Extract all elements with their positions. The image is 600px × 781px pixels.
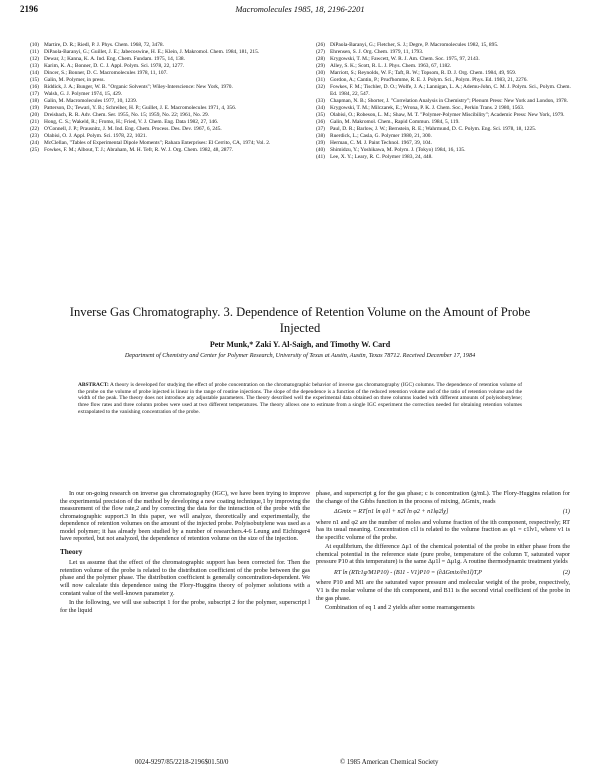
reference-number: (38) bbox=[316, 132, 325, 139]
reference-text: Walsh, G. J. Polymer 1974, 15, 429. bbox=[44, 91, 123, 97]
reference-number: (22) bbox=[30, 126, 39, 132]
reference-text: Ehrensen, S. J. Org. Chem. 1979, 11, 1793. bbox=[330, 49, 424, 55]
reference-number: (34) bbox=[316, 104, 325, 111]
reference-text: Olabisi, O. J. Appl. Polym. Sci. 1978, 22, 1021. bbox=[44, 133, 147, 139]
reference-number: (27) bbox=[316, 49, 325, 55]
equation-2-text: RT ln (RTc1g/M1P10) - (B11 - V1)P10 = (∂ΔGmix/∂n1l)T,P bbox=[334, 568, 482, 576]
reference-number: (19) bbox=[30, 105, 39, 111]
section-heading-theory: Theory bbox=[60, 547, 83, 556]
reference-item bbox=[30, 42, 285, 49]
reference-number: (17) bbox=[30, 91, 39, 97]
reference-number: (16) bbox=[30, 84, 39, 90]
reference-number: (40) bbox=[316, 146, 325, 153]
reference-item bbox=[30, 112, 285, 119]
reference-number: (36) bbox=[316, 118, 325, 125]
reference-text: Paul, D. R.; Barlow, J. W.; Bernstein, R. E.; Wahrmund, D. C. Polym. Eng. Sci. 1978, 18, 1225. bbox=[330, 125, 537, 132]
reference-item bbox=[316, 105, 571, 112]
reference-number: (20) bbox=[30, 112, 39, 118]
reference-number: (28) bbox=[316, 56, 325, 62]
reference-item bbox=[316, 84, 571, 97]
reference-text: Karim, K. A.; Bonner, D. C. J. Appl. Polym. Sci. 1978, 22, 1277. bbox=[44, 63, 185, 69]
reference-text: DiPaola-Baranyi, G.; Guillet, J. E.; Jabecoswine, H. E.; Klein, J. Makromol. Chem. 1984, 181, 215. bbox=[44, 49, 260, 55]
reference-item bbox=[316, 147, 571, 154]
reference-number: (10) bbox=[30, 42, 39, 48]
reference-text: McClellan, "Tables of Experimental Dipole Moments"; Rahara Enterprises: El Cerrito, CA, 1974; Vol. 2. bbox=[44, 140, 271, 146]
footer-copyright: © 1985 American Chemical Society bbox=[340, 759, 439, 766]
reference-text: Dreisbach, R. R. Adv. Chem. Ser. 1955, No. 15; 1959, No. 22; 1961, No. 29. bbox=[44, 112, 210, 118]
reference-text: Galin, M. Makromol. Chem., Rapid Commun. 1984, 5, 119. bbox=[330, 118, 460, 125]
references-left-column bbox=[30, 42, 285, 154]
reference-number: (12) bbox=[30, 56, 39, 62]
reference-text: Ruerdick, L.; Casla, G. Polymer 1980, 21, 300. bbox=[330, 132, 432, 139]
right-paragraph-1: phase, and superscript g for the gas phase; c is concentration (g/mL). The Flory-Huggins relation for the change of the Gibbs function in the process of mixing, ΔGmix, reads bbox=[316, 490, 570, 505]
reference-text: Galin, M. Polymer, in press. bbox=[44, 77, 105, 83]
equation-1 bbox=[334, 508, 570, 516]
reference-item bbox=[30, 77, 285, 84]
reference-text: O'Connell, J. P.; Prausnitz, J. M. Ind. Eng. Chem. Process. Des. Dev. 1967, 6, 245. bbox=[44, 126, 222, 132]
equation-1-text: ΔGmix = RT[n1 ln φ1l + n2l ln φ2 + n1lφ2lχ] bbox=[334, 508, 449, 516]
reference-text: Dincer, S.; Bonner, D. C. Macromolecules 1978, 11, 107. bbox=[44, 70, 168, 76]
reference-number: (21) bbox=[30, 119, 39, 125]
reference-item bbox=[30, 70, 285, 77]
equation-2 bbox=[334, 569, 570, 577]
reference-number: (33) bbox=[316, 97, 325, 104]
reference-item bbox=[30, 119, 285, 126]
abstract-label: ABSTRACT: bbox=[78, 382, 109, 388]
theory-paragraph-1: Let us assume that the effect of the chromatographic support has been corrected for. Then the retention volume of the probe is related to the distribution coefficient of the probe between the gas phase and the polymer phase. The distribution coefficient is generally concentration-dependent. We will now calculate this dependence using the Flory-Huggins theory of polymer solutions with a constant value of the well-known parameter χ. bbox=[60, 559, 310, 597]
page-number: 2196 bbox=[20, 4, 38, 14]
reference-text: Fowkes, F. M.; Albout, T. J.; Abraham, M. H. Tefr, R. W. J. Org. Chem. 1982, 48, 2877. bbox=[44, 147, 234, 153]
affiliation: Department of Chemistry and Center for Polymer Research, University of Texas at Austin, Austin, Texas 78712. Received December 17, 1984 bbox=[124, 352, 476, 359]
reference-item bbox=[30, 140, 285, 147]
reference-number: (26) bbox=[316, 42, 325, 48]
reference-text: Olabisi, O.; Robeson, L. M.; Shaw, M. T. "Polymer-Polymer Miscibility"; Academic Press: New York, 1979. bbox=[330, 111, 565, 118]
reference-text: Fowkes, F. M.; Tischler, D. O.; Wolfe, J. A.; Lannigan, L. A.; Ademu-John, C. M. J. Polym. Sci., Polym. Chem. Ed. 1984, 22, 547. bbox=[330, 84, 571, 97]
reference-item bbox=[316, 49, 571, 56]
reference-text: Herman, C. M. J. Paint Technol. 1967, 39, 104. bbox=[330, 139, 432, 146]
reference-text: Gordon, A.; Cantin, P.; Prud'homme, R. E. J. Polym. Sci., Polym. Phys. Ed. 1983, 21, 2276. bbox=[330, 77, 528, 83]
reference-item bbox=[30, 105, 285, 112]
reference-number: (35) bbox=[316, 111, 325, 118]
abstract bbox=[78, 382, 522, 416]
reference-text: Krygowski, T. M.; Milczarek, E.; Wrona, P. K. J. Chem. Soc., Perkin Trans. 2 1980, 1563. bbox=[330, 104, 525, 111]
reference-number: (13) bbox=[30, 63, 39, 69]
reference-text: Krygowski, T. M.; Fawcett, W. R. J. Am. Chem. Soc. 1975, 97, 2143. bbox=[330, 56, 480, 62]
reference-item bbox=[316, 98, 571, 105]
reference-text: DiPaola-Baranyi, G.; Fletcher, S. J.; Degre, P. Macromolecules 1982, 15, 895. bbox=[330, 42, 499, 48]
reference-number: (18) bbox=[30, 98, 39, 104]
reference-text: Chapman, N. B.; Shorter, J. "Correlation Analysis in Chemistry"; Plenum Press: New York and London, 1978. bbox=[330, 97, 568, 104]
reference-item bbox=[316, 42, 571, 49]
reference-item bbox=[30, 147, 285, 154]
reference-number: (24) bbox=[30, 140, 39, 146]
reference-number: (11) bbox=[30, 49, 39, 55]
reference-number: (15) bbox=[30, 77, 39, 83]
reference-text: Riddick, J. A.; Bunger, W. B. "Organic Solvents"; Wiley-Interscience: New York, 1970. bbox=[44, 84, 233, 90]
reference-text: Patterson, D.; Tewari, Y. B.; Schreiber, H. P.; Guillet, J. E. Macromolecules 1971, 4, 356. bbox=[44, 105, 237, 111]
intro-paragraph: In our on-going research on inverse gas chromatography (IGC), we have been trying to improve the experimental precision of the method by developing a new coating technique,1 by improving the measurement of the flow rate,2 and by correcting the data for the interaction of the probe with the chromatographic support.3 In this paper, we will analyze, theoretically and experimentally, the dependence of retention volumes on the amount of the injected probe. Polyisobutylene was used as a model polymer; it has already been studied by a number of researchers.4-6 Leung and Eichinger4 have reported, but not analyzed, the dependence of retention volume on the size of the injection. bbox=[60, 490, 310, 543]
reference-text: Dewar, J.; Kanna, K. A. Ind. Eng. Chem. Fundam. 1975, 14, 138. bbox=[44, 56, 185, 62]
reference-item bbox=[30, 98, 285, 105]
reference-number: (39) bbox=[316, 139, 325, 146]
reference-text: Shimidzu, Y.; Yoshikawa, M. Polym. J. (Tokyo) 1984, 16, 135. bbox=[330, 146, 466, 153]
reference-item bbox=[30, 49, 285, 56]
reference-item bbox=[316, 119, 571, 126]
reference-item bbox=[316, 112, 571, 119]
reference-item bbox=[30, 126, 285, 133]
body-left-column bbox=[60, 490, 310, 616]
reference-number: (32) bbox=[316, 84, 325, 90]
article-title: Inverse Gas Chromatography. 3. Dependence of Retention Volume on the Amount of Probe Injected bbox=[69, 305, 531, 335]
reference-text: Marriott, S.; Reynolds, W. F.; Taft, R. W.; Topsom, R. D. J. Org. Chem. 1984, 49, 959. bbox=[330, 70, 517, 76]
journal-header: Macromolecules 1985, 18, 2196-2201 bbox=[235, 4, 365, 14]
reference-item bbox=[30, 133, 285, 140]
reference-number: (41) bbox=[316, 153, 325, 160]
reference-item bbox=[316, 56, 571, 63]
equation-2-number: (2) bbox=[562, 568, 570, 576]
reference-text: Lee, X. Y.; Leary, R. C. Polymer 1983, 24, 448. bbox=[330, 153, 433, 160]
abstract-text: A theory is developed for studying the effect of probe concentration on the chromatographic behavior of inverse gas chromatography (IGC) columns. The dependence of retention volume of the probe on the volume of probe injected is linear in the range of routine injections. The slope of the dependence is a function of the reduced retention volume and of the ratio of retention volume and the width of the peak. The theory does not introduce any adjustable parameters. The theory described well the experimental data obtained on three columns loaded with different amounts of polyisobutylene; three flow rates and three column probes were used at two different temperatures. The theory allows one to estimate from a single IGC experiment the correction needed for obtaining retention volumes extrapolated to the vanishing concentration of the probe. bbox=[78, 382, 522, 415]
references-right-column bbox=[316, 42, 571, 161]
right-paragraph-3: At equilibrium, the difference Δμ1 of the chemical potential of the probe in either phase from the chemical potential in the reference state (pure probe, temperature of the column T, saturated vapor pressure P10 at this temperature) is the same Δμ1l = Δμ1g. A routine thermodynamic treatment yields bbox=[316, 543, 570, 566]
reference-number: (23) bbox=[30, 133, 39, 139]
reference-item bbox=[316, 154, 571, 161]
reference-item bbox=[30, 84, 285, 91]
reference-item bbox=[30, 56, 285, 63]
reference-text: Galin, M. Macromolecules 1977, 10, 1239. bbox=[44, 98, 138, 104]
reference-text: Alley, S. K.; Scott, R. L. J. Phys. Chem. 1963, 67, 1182. bbox=[330, 63, 452, 69]
reference-number: (31) bbox=[316, 77, 325, 83]
reference-item bbox=[316, 63, 571, 70]
body-right-column bbox=[316, 490, 570, 614]
reference-item bbox=[30, 91, 285, 98]
right-paragraph-5: Combination of eq 1 and 2 yields after some rearrangements bbox=[325, 604, 475, 612]
right-paragraph-2: where n1 and φ2 are the number of moles and volume fraction of the ith component, respectively; RT has its usual meaning. Concentration c1l is related to the volume fraction as φ1 = c1lv1, where v1 is the specific volume of the probe. bbox=[316, 518, 570, 541]
reference-text: Martire, D. R.; Riedl, P. J. Phys. Chem. 1968, 72, 3478. bbox=[44, 42, 164, 48]
theory-paragraph-2: In the following, we will use subscript 1 for the probe, subscript 2 for the polymer, superscript l for the liquid bbox=[60, 599, 310, 614]
authors: Petr Munk,* Zaki Y. Al-Saigh, and Timothy W. Card bbox=[209, 340, 391, 349]
reference-item bbox=[316, 126, 571, 133]
equation-1-number: (1) bbox=[562, 508, 570, 516]
footer-code: 0024-9297/85/2218-2196$01.50/0 bbox=[135, 759, 229, 766]
reference-item bbox=[316, 133, 571, 140]
reference-item bbox=[316, 140, 571, 147]
reference-number: (29) bbox=[316, 63, 325, 69]
right-paragraph-4: where P10 and M1 are the saturated vapor pressure and molecular weight of the probe, respectively, V1 is the molar volume of the ith component, and B11 is the second virial coefficient of the probe in the gas phase. bbox=[316, 579, 570, 602]
reference-number: (37) bbox=[316, 125, 325, 132]
reference-number: (30) bbox=[316, 70, 325, 76]
reference-text: Hong, C. S.; Wakeld, R.; Fromo, H.; Fried, V. J. Chem. Eng. Data 1982, 27, 146. bbox=[44, 119, 219, 125]
reference-item bbox=[30, 63, 285, 70]
reference-item bbox=[316, 77, 571, 84]
reference-number: (14) bbox=[30, 70, 39, 76]
reference-number: (25) bbox=[30, 147, 39, 153]
reference-item bbox=[316, 70, 571, 77]
